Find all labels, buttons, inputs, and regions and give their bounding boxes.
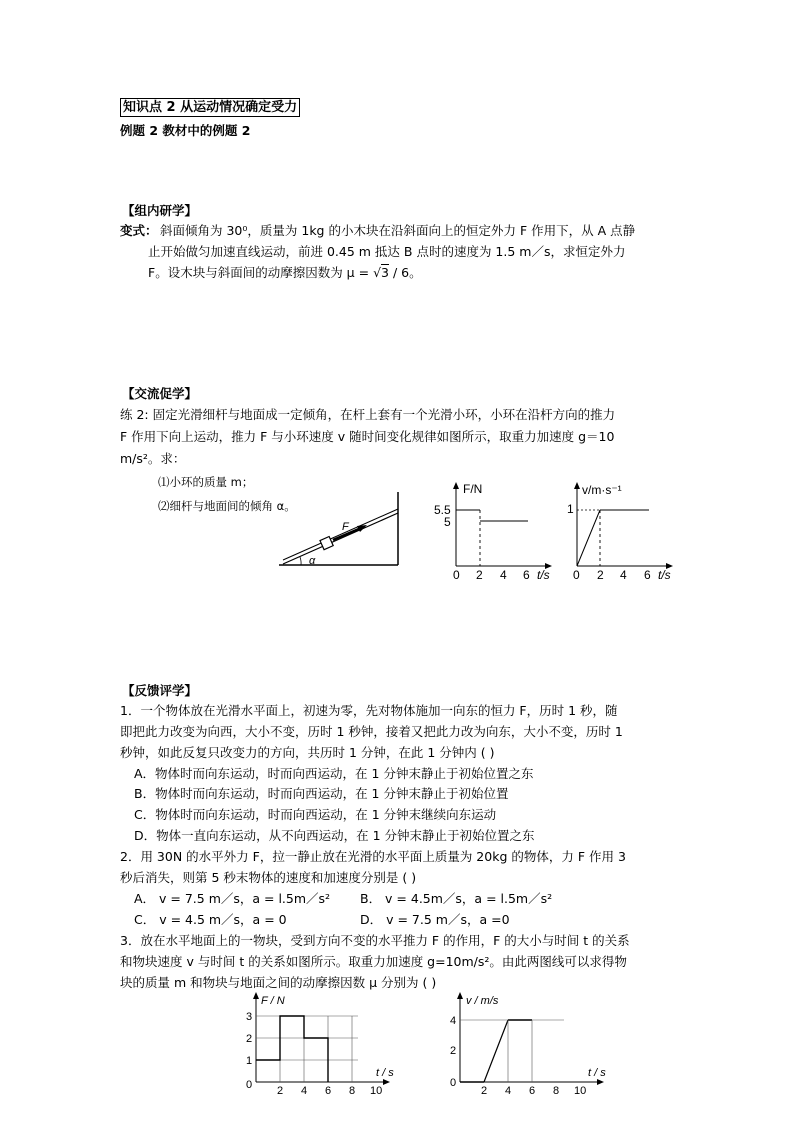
g4-xtick-2: 2 — [481, 1085, 488, 1097]
g3-ytick-3: 3 — [246, 1011, 253, 1023]
example-label: 例题 2 教材中的例题 2 — [120, 123, 251, 138]
g2-y-arrow — [574, 482, 580, 489]
rod-line-2 — [283, 509, 398, 560]
g1-ytick-5.5: 5.5 — [434, 503, 451, 517]
question-1: ⑴小环的质量 m； — [158, 475, 254, 489]
variant-line-3-end: / 6。 — [392, 265, 422, 280]
angle-arc — [300, 557, 301, 565]
g2-ylabel: v/m·s⁻¹ — [582, 483, 622, 497]
section-title: 知识点 2 从运动情况确定受力 — [120, 98, 300, 117]
p2-option-a: A． v = 7.5 m／s，a = l.5m／s² — [134, 891, 331, 906]
g2-xtick-6: 6 — [644, 568, 651, 582]
g4-ytick-4: 4 — [450, 1015, 457, 1027]
g3-xtick-8: 8 — [349, 1085, 356, 1097]
g3-xtick-2: 2 — [277, 1085, 284, 1097]
g1-xtick-2: 2 — [476, 568, 483, 582]
p2-option-c: C． v = 4.5 m／s，a = 0 — [134, 912, 287, 927]
g2-xtick-0: 0 — [573, 568, 580, 582]
g3-ytick-1: 1 — [246, 1055, 253, 1067]
question-2: ⑵细杆与地面间的倾角 α。 — [158, 499, 296, 513]
g3-xtick-10: 10 — [370, 1085, 383, 1097]
g4-xtick-4: 4 — [505, 1085, 512, 1097]
g1-xtick-4: 4 — [500, 568, 507, 582]
g3-ylabel: F / N — [261, 995, 285, 1007]
g2-xtick-4: 4 — [620, 568, 627, 582]
g2-ytick-1: 1 — [567, 502, 574, 516]
g3-xtick-6: 6 — [325, 1085, 332, 1097]
variant-line-2: 止开始做匀加速直线运动，前进 0.45 m 抵达 B 点时的速度为 1.5 m／s，求恒定外力 — [148, 244, 626, 259]
g4-ylabel: v / m/s — [466, 995, 499, 1007]
g3-x-arrow — [383, 1079, 390, 1085]
p3-line-2: 和物块速度 v 与时间 t 的关系如图所示。取重力加速度 g=10m/s²。由此两图线可以求得物 — [120, 954, 627, 969]
exchange-line-2: F 作用下向上运动，推力 F 与小环速度 v 随时间变化规律如图所示，取重力加速度 g＝10 — [120, 429, 615, 444]
g4-xtick-10: 10 — [574, 1085, 587, 1097]
exchange-line-3: m/s²。求： — [120, 451, 186, 466]
p3-line-3: 块的质量 m 和物块与地面之间的动摩擦因数 μ 分别为 ( ) — [120, 975, 437, 990]
g1-ylabel: F/N — [463, 482, 483, 496]
p1-option-a: A．物体时而向东运动，时而向西运动，在 1 分钟末静止于初始位置之东 — [134, 766, 534, 781]
rod-line — [283, 513, 398, 564]
g4-xlabel: t / s — [588, 1067, 606, 1079]
p1-option-d: D．物体一直向东运动，从不向西运动，在 1 分钟末静止于初始位置之东 — [134, 828, 535, 843]
g3-y-arrow — [253, 992, 259, 999]
force-label: F — [342, 521, 349, 533]
p2-line-2: 秒后消失，则第 5 秒末物体的速度和加速度分别是 ( ) — [120, 870, 417, 885]
g2-ramp — [577, 510, 600, 566]
g3-step-line — [256, 1016, 328, 1082]
graph-velocity-time — [553, 478, 683, 584]
incline-figure — [275, 488, 405, 568]
sqrt-number: 3 — [381, 265, 389, 280]
g2-xlabel: t/s — [658, 568, 671, 582]
g1-ytick-5: 5 — [444, 515, 451, 529]
g1-xtick-0: 0 — [453, 568, 460, 582]
p1-line-1: 1．一个物体放在光滑水平面上，初速为零，先对物体施加一向东的恒力 F，历时 1 秒，随 — [120, 703, 618, 718]
g3-ytick-2: 2 — [246, 1033, 253, 1045]
g4-xtick-6: 6 — [529, 1085, 536, 1097]
graph-force-time — [430, 478, 560, 584]
g4-xtick-8: 8 — [553, 1085, 560, 1097]
sqrt-symbol: √ — [373, 265, 382, 280]
g4-ytick-2: 2 — [450, 1045, 457, 1057]
g1-y-arrow — [453, 482, 459, 489]
exchange-heading: 【交流促学】 — [122, 386, 198, 401]
variant-line-1: 斜面倾角为 30⁰，质量为 1kg 的小木块在沿斜面向上的恒定外力 F 作用下，从 A 点静 — [160, 223, 636, 238]
g3-xlabel: t / s — [376, 1067, 394, 1079]
g4-y-arrow — [457, 992, 463, 999]
g1-xtick-6: 6 — [523, 568, 530, 582]
p2-option-b: B． v = 4.5m／s，a = l.5m／s² — [360, 891, 553, 906]
variant-label: 变式： — [120, 223, 158, 238]
group-heading: 【组内研学】 — [122, 203, 198, 218]
g1-xlabel: t/s — [537, 568, 550, 582]
variant-line-3 — [148, 262, 422, 283]
feedback-heading: 【反馈评学】 — [122, 683, 198, 698]
p1-option-b: B．物体时而向东运动，时而向西运动，在 1 分钟末静止于初始位置 — [134, 786, 509, 801]
p1-option-c: C．物体时而向东运动，时而向西运动，在 1 分钟末继续向东运动 — [134, 807, 497, 822]
g4-ytick-0: 0 — [450, 1077, 457, 1089]
g4-ramp — [484, 1020, 508, 1082]
exchange-line-1: 练 2: 固定光滑细杆与地面成一定倾角，在杆上套有一个光滑小环，小环在沿杆方向的推力 — [120, 407, 616, 422]
g3-xtick-4: 4 — [301, 1085, 308, 1097]
g4-x-arrow — [597, 1079, 604, 1085]
angle-label: α — [309, 555, 316, 567]
graph-velocity-step — [442, 990, 617, 1098]
p2-line-1: 2．用 30N 的水平外力 F，拉一静止放在光滑的水平面上质量为 20kg 的物体，力 F 作用 3 — [120, 849, 626, 864]
p1-line-3: 秒钟，如此反复只改变力的方向，共历时 1 分钟，在此 1 分钟内 ( ) — [120, 745, 495, 760]
p1-line-2: 即把此力改变为向西，大小不变，历时 1 秒钟，接着又把此力改为向东，大小不变，历时 1 — [120, 724, 623, 739]
graph-force-step — [236, 990, 396, 1098]
g2-xtick-2: 2 — [597, 568, 604, 582]
p2-option-d: D． v = 7.5 m／s，a =0 — [360, 912, 510, 927]
p3-line-1: 3．放在水平地面上的一物块，受到方向不变的水平推力 F 的作用，F 的大小与时间 t 的关系 — [120, 933, 630, 948]
g3-ytick-0: 0 — [246, 1079, 253, 1091]
variant-line-3-text: F。设木块与斜面间的动摩擦因数为 μ = — [148, 265, 370, 280]
